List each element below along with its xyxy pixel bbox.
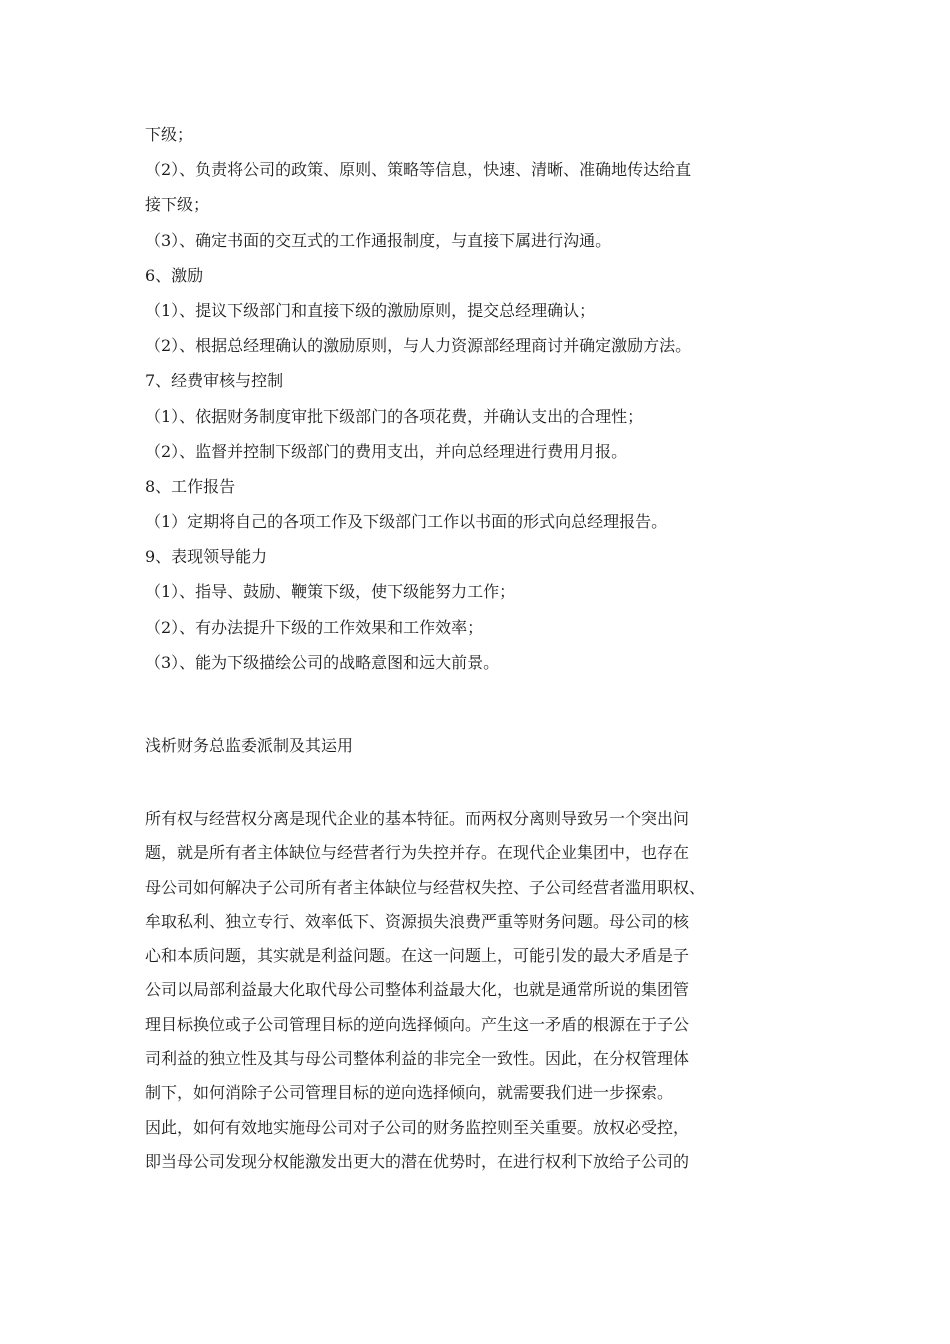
paragraph-line: 即当母公司发现分权能激发出更大的潜在优势时，在进行权利下放给子公司的	[145, 1151, 690, 1171]
text-line: （1）、指导、鼓励、鞭策下级，使下级能努力工作；	[145, 582, 516, 602]
text-line: 下级；	[145, 125, 194, 144]
section-heading: 6、激励	[145, 265, 204, 285]
text-line: （1）、依据财务制度审批下级部门的各项花费，并确认支出的合理性；	[145, 406, 644, 426]
text-line: （2）、监督并控制下级部门的费用支出，并向总经理进行费用月报。	[145, 441, 628, 461]
paragraph-line: 题，就是所有者主体缺位与经营者行为失控并存。在现代企业集团中，也存在	[145, 843, 690, 863]
section-heading: 8、工作报告	[145, 476, 236, 496]
paragraph-line: 所有权与经营权分离是现代企业的基本特征。而两权分离则导致另一个突出问	[145, 809, 690, 828]
article-title: 浅析财务总监委派制及其运用	[145, 736, 354, 755]
paragraph-line: 制下，如何消除子公司管理目标的逆向选择倾向，就需要我们进一步探索。	[145, 1083, 674, 1103]
section-list	[145, 124, 815, 687]
text-line: （2）、有办法提升下级的工作效果和工作效率；	[145, 617, 484, 637]
paragraph-line: 因此，如何有效地实施母公司对子公司的财务监控则至关重要。放权必受控，	[145, 1117, 690, 1137]
paragraph-line: 司利益的独立性及其与母公司整体利益的非完全一致性。因此，在分权管理体	[145, 1049, 690, 1069]
section-heading: 7、经费审核与控制	[145, 371, 284, 391]
text-line: （2）、负责将公司的政策、原则、策略等信息，快速、清晰、准确地传达给直	[145, 160, 692, 180]
article-body	[145, 808, 815, 1185]
paragraph-line: 理目标换位或子公司管理目标的逆向选择倾向。产生这一矛盾的根源在于子公	[145, 1014, 690, 1034]
paragraph-line: 公司以局部利益最大化取代母公司整体利益最大化，也就是通常所说的集团管	[145, 980, 690, 1000]
text-line: 接下级；	[145, 195, 210, 215]
section-heading: 9、表现领导能力	[145, 547, 268, 567]
paragraph-line: 牟取私利、独立专行、效率低下、资源损失浪费严重等财务问题。母公司的核	[145, 911, 690, 931]
text-line: （3）、确定书面的交互式的工作通报制度，与直接下属进行沟通。	[145, 230, 612, 250]
paragraph-line: 心和本质问题，其实就是利益问题。在这一问题上，可能引发的最大矛盾是子	[145, 946, 690, 966]
text-line: （1）、提议下级部门和直接下级的激励原则，提交总经理确认；	[145, 300, 596, 320]
text-line: （2）、根据总经理确认的激励原则，与人力资源部经理商讨并确定激励方法。	[145, 336, 692, 356]
text-line: （1）定期将自己的各项工作及下级部门工作以书面的形式向总经理报告。	[145, 512, 668, 532]
text-line: （3）、能为下级描绘公司的战略意图和远大前景。	[145, 652, 500, 672]
paragraph-line: 母公司如何解决子公司所有者主体缺位与经营权失控、子公司经营者滥用职权、	[145, 877, 706, 897]
